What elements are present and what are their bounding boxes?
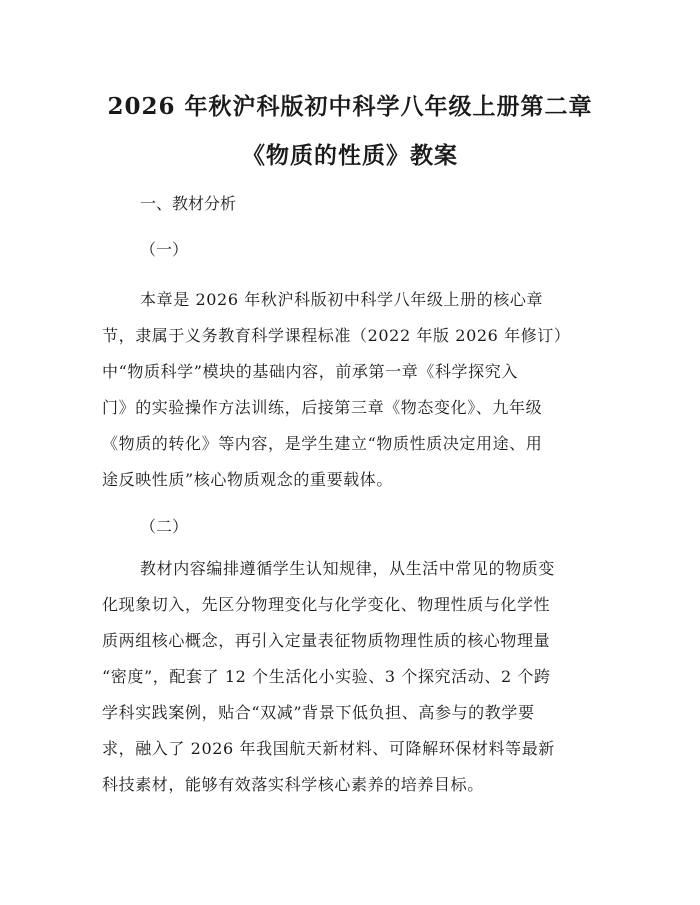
paragraph-line: 化现象切入，先区分物理变化与化学变化、物理性质与化学性 (102, 595, 551, 614)
paragraph-line: 中“物质科学”模块的基础内容，前承第一章《科学探究入 (102, 362, 518, 381)
paragraph-line: 门》的实验操作方法训练，后接第三章《物态变化》、九年级 (102, 398, 543, 417)
paragraph-line: 《物质的转化》等内容，是学生建立“物质性质决定用途、用 (102, 434, 543, 453)
paragraph-line: “密度”，配套了 12 个生活化小实验、3 个探究活动、2 个跨 (102, 667, 551, 686)
section-heading-textbook-analysis: 一、教材分析 (140, 194, 237, 213)
paragraph-line: 教材内容编排遵循学生认知规律，从生活中常见的物质变 (140, 559, 556, 578)
paragraph-line: 途反映性质”核心物质观念的重要载体。 (102, 470, 393, 489)
paragraph-1 (102, 282, 602, 498)
paragraph-line: 求，融入了 2026 年我国航天新材料、可降解环保材料等最新 (102, 739, 555, 758)
document-title-line-2: 《物质的性质》教案 (242, 142, 458, 169)
paragraph-line: 节，隶属于义务教育科学课程标准（2022 年版 2026 年修订） (102, 326, 571, 345)
paragraph-line: 本章是 2026 年秋沪科版初中科学八年级上册的核心章 (140, 290, 544, 309)
subsection-label-1: （一） (140, 240, 189, 259)
paragraph-line: 质两组核心概念，再引入定量表征物质物理性质的核心物理量 (102, 631, 551, 650)
paragraph-2 (102, 551, 602, 803)
paragraph-line: 学科实践案例，贴合“双减”背景下低负担、高参与的教学要 (102, 703, 535, 722)
paragraph-line: 科技素材，能够有效落实科学核心素养的培养目标。 (102, 775, 484, 794)
document-title-line-1: 2026 年秋沪科版初中科学八年级上册第二章 (107, 93, 593, 120)
subsection-label-2: （二） (140, 517, 189, 536)
